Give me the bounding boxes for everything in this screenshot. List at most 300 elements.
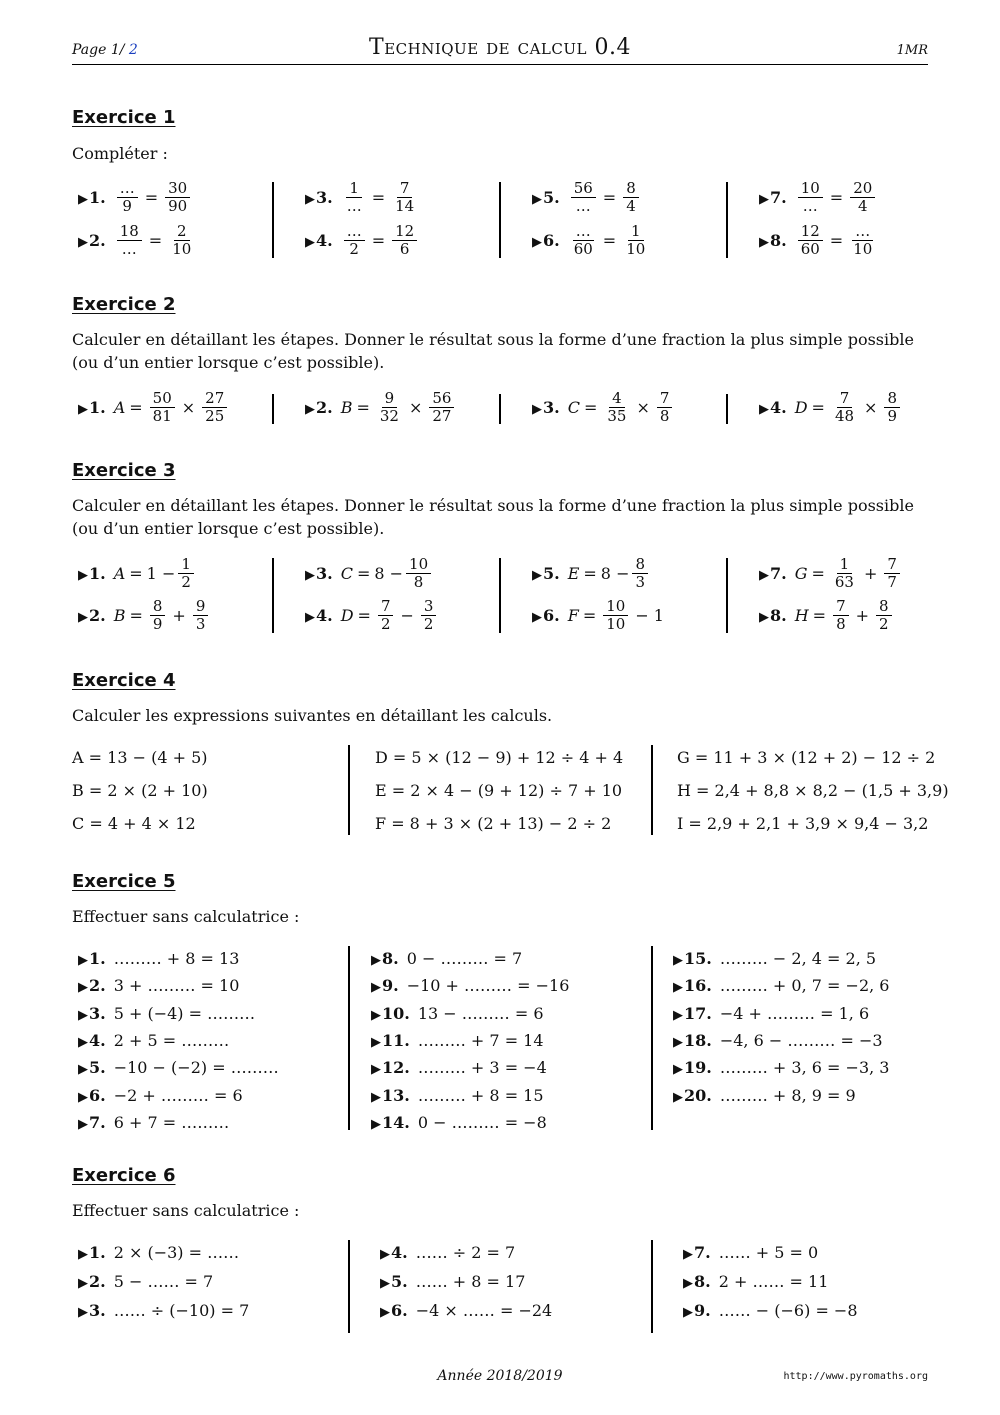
fraction-numerator: 1 (178, 556, 194, 574)
column-separator (726, 558, 728, 633)
exercise-6-item (683, 1243, 818, 1262)
fraction-numerator: 9 (193, 598, 209, 616)
exercise-5-item (371, 1113, 547, 1132)
item-expression: −10 − (−2) = ……… (113, 1058, 279, 1078)
exercise-5-item (673, 1004, 869, 1023)
item-number (759, 231, 787, 250)
item-number (759, 188, 787, 207)
item-number-text: 14. (382, 1112, 410, 1132)
item-number-text: 3. (543, 398, 560, 417)
fraction-denominator: 90 (168, 197, 188, 215)
triangle-bullet-icon: ▶ (78, 1062, 88, 1078)
item-expression: …… ÷ (−10) = 7 (113, 1301, 250, 1320)
item-expression: −4 + ……… = 1, 6 (719, 1003, 870, 1023)
fraction-numerator: 1 (837, 556, 853, 574)
item-number (78, 1004, 106, 1023)
variable-name: A (113, 564, 126, 583)
triangle-bullet-icon: ▶ (78, 568, 88, 583)
fraction-denominator: 7 (887, 573, 897, 591)
fraction-denominator: 32 (379, 407, 399, 425)
item-expression: −2 + ……… = 6 (113, 1085, 243, 1105)
item-number (673, 1058, 712, 1077)
expression-prefix: 8 − (600, 564, 630, 583)
expression-prefix: 1 − (146, 564, 176, 583)
equals-sign: = (357, 606, 371, 625)
triangle-bullet-icon: ▶ (673, 953, 683, 968)
operator: + (855, 606, 870, 625)
item-number-text: 8. (770, 231, 787, 250)
fraction-denominator: 3 (635, 573, 646, 591)
triangle-bullet-icon: ▶ (371, 1116, 381, 1132)
variable-name: C (340, 564, 353, 583)
item-number (371, 1031, 410, 1050)
operator: + (172, 606, 186, 625)
equals-sign: = (129, 564, 143, 583)
expression-prefix: 8 − (374, 564, 404, 583)
triangle-bullet-icon: ▶ (78, 953, 88, 968)
item-expression: …… + 5 = 0 (718, 1243, 819, 1262)
fraction-numerator: … (117, 180, 138, 198)
item-number (371, 1113, 410, 1132)
fraction (344, 223, 365, 258)
exercise-4-expression: C = 4 + 4 × 12 (72, 814, 196, 833)
triangle-bullet-icon: ▶ (371, 980, 381, 996)
exercise-1-item (305, 180, 420, 215)
item-expression: 5 − …… = 7 (113, 1272, 214, 1291)
item-number (673, 976, 712, 995)
fraction-numerator: 3 (421, 598, 437, 616)
fraction-numerator: 10 (406, 556, 431, 574)
page-total-link[interactable]: 2 (128, 42, 138, 58)
variable-name: A (113, 398, 126, 417)
item-number-text: 4. (770, 398, 787, 417)
item-number-text: 5. (543, 188, 560, 207)
exercise-6-item (78, 1243, 239, 1262)
item-number (380, 1301, 408, 1320)
item-number-text: 12. (382, 1058, 410, 1078)
item-expression: ……… + 3, 6 = −3, 3 (719, 1058, 890, 1078)
item-number (371, 976, 399, 995)
item-expression: −4 × …… = −24 (415, 1301, 553, 1320)
equals-sign: = (144, 188, 159, 207)
exercise-4-title: Exercice 4 (72, 670, 176, 691)
item-number (683, 1272, 711, 1291)
fraction (833, 598, 849, 633)
item-number-text: 4. (316, 231, 333, 250)
exercise-5-item (78, 949, 239, 968)
exercise-5-item (78, 1031, 229, 1050)
item-number-text: 3. (89, 1003, 106, 1023)
fraction (421, 598, 437, 633)
fraction (623, 223, 648, 258)
equals-sign: = (148, 231, 163, 250)
fraction-denominator: 6 (399, 240, 410, 258)
item-number-text: 8. (770, 606, 787, 625)
operator: × (636, 398, 650, 417)
exercise-3-instruction: Calculer en détaillant les étapes. Donner le résultat sous la forme d’une fraction la plus simple possible (ou d’un entier lorsque c’est possible). (72, 496, 914, 538)
triangle-bullet-icon: ▶ (371, 1062, 381, 1078)
triangle-bullet-icon: ▶ (305, 610, 315, 625)
fraction-denominator: 48 (834, 407, 855, 425)
exercise-4-expression: H = 2,4 + 8,8 × 8,2 − (1,5 + 3,9) (677, 781, 949, 800)
item-expression: −4, 6 − ……… = −3 (719, 1030, 883, 1050)
equals-sign: = (829, 231, 844, 250)
exercise-5-item (673, 1058, 889, 1077)
fraction-numerator: 7 (397, 180, 413, 198)
triangle-bullet-icon: ▶ (78, 1007, 88, 1023)
exercise-5-item (78, 1113, 229, 1132)
fraction-numerator: 10 (603, 598, 628, 616)
fraction (798, 180, 823, 215)
exercise-5-item (673, 1086, 856, 1105)
fraction-denominator: … (802, 197, 818, 215)
item-number (305, 398, 333, 417)
fraction (604, 390, 629, 425)
fraction-numerator: 27 (202, 390, 227, 408)
item-number-text: 19. (684, 1058, 712, 1078)
exercise-3-item (532, 556, 651, 591)
exercise-3-item (78, 556, 197, 591)
column-separator (499, 394, 501, 424)
expression-suffix: − 1 (635, 606, 664, 625)
exercise-4-expression: B = 2 × (2 + 10) (72, 781, 208, 800)
item-expression: …… ÷ 2 = 7 (415, 1243, 516, 1262)
exercise-1-item (759, 223, 878, 258)
item-expression: ……… + 3 = −4 (417, 1058, 547, 1078)
exercise-6-item (683, 1272, 828, 1291)
fraction-numerator: 30 (165, 180, 190, 198)
triangle-bullet-icon: ▶ (78, 980, 88, 996)
exercise-2-instruction: Calculer en détaillant les étapes. Donner le résultat sous la forme d’une fraction la plus simple possible (ou d’un entier lorsque c’est possible). (72, 330, 914, 372)
triangle-bullet-icon: ▶ (78, 192, 88, 207)
fraction-denominator: 10 (626, 240, 646, 258)
triangle-bullet-icon: ▶ (532, 235, 542, 250)
fraction-numerator: 20 (850, 180, 875, 198)
fraction (571, 180, 596, 215)
item-number (78, 1243, 106, 1262)
exercise-4-expression: E = 2 × 4 − (9 + 12) ÷ 7 + 10 (375, 781, 623, 800)
fraction (884, 390, 900, 425)
item-number-text: 2. (89, 231, 106, 250)
fraction (178, 556, 194, 591)
fraction (392, 223, 417, 258)
exercise-1-item (532, 180, 642, 215)
item-expression: ……… + 8 = 15 (417, 1085, 544, 1105)
item-number (305, 564, 333, 583)
footer-site-link[interactable]: http://www.pyromaths.org (783, 1371, 928, 1382)
fraction-numerator: 7 (837, 390, 853, 408)
exercise-5-item (371, 1004, 544, 1023)
exercise-3-item (532, 598, 668, 633)
item-number-text: 3. (316, 564, 333, 583)
fraction-denominator: 4 (626, 197, 636, 215)
triangle-bullet-icon: ▶ (380, 1305, 390, 1320)
equals-sign: = (129, 606, 143, 625)
equals-sign: = (583, 398, 598, 417)
triangle-bullet-icon: ▶ (683, 1247, 693, 1262)
triangle-bullet-icon: ▶ (78, 1276, 88, 1291)
fraction-denominator: 9 (887, 407, 897, 425)
column-separator (348, 946, 350, 1130)
operator: × (864, 398, 878, 417)
item-number-text: 11. (382, 1030, 410, 1050)
fraction-denominator: 8 (836, 615, 846, 633)
item-number (371, 949, 399, 968)
item-number (78, 976, 106, 995)
exercise-3-title: Exercice 3 (72, 460, 176, 481)
item-number (683, 1301, 711, 1320)
column-separator (499, 182, 501, 258)
equals-sign: = (371, 188, 386, 207)
fraction-denominator: 2 (181, 573, 191, 591)
fraction-numerator: 7 (378, 598, 394, 616)
fraction-denominator: 2 (423, 615, 434, 633)
item-expression: 3 + ……… = 10 (113, 976, 240, 996)
fraction (344, 180, 365, 215)
item-number (305, 188, 333, 207)
item-number-text: 2. (89, 606, 106, 625)
fraction-denominator: 4 (857, 197, 868, 215)
fraction-denominator: 2 (879, 615, 889, 633)
triangle-bullet-icon: ▶ (532, 402, 542, 417)
exercise-5-item (371, 976, 569, 995)
fraction-denominator: … (346, 197, 362, 215)
variable-name: B (113, 606, 126, 625)
item-number-text: 5. (391, 1272, 408, 1291)
item-number (371, 1004, 410, 1023)
fraction-denominator: 10 (853, 240, 873, 258)
fraction-denominator: 35 (607, 407, 627, 425)
item-number-text: 18. (684, 1030, 712, 1050)
triangle-bullet-icon: ▶ (371, 1007, 381, 1023)
item-number-text: 2. (89, 976, 106, 996)
exercise-5-title: Exercice 5 (72, 871, 176, 892)
column-separator (348, 745, 350, 835)
fraction-numerator: 8 (876, 598, 892, 616)
operator: × (408, 398, 423, 417)
fraction (165, 180, 190, 215)
exercise-6-item (78, 1301, 249, 1320)
triangle-bullet-icon: ▶ (78, 610, 88, 625)
item-number (78, 1113, 106, 1132)
exercise-5-item (78, 1058, 279, 1077)
fraction-denominator: 2 (380, 615, 391, 633)
exercise-2-title: Exercice 2 (72, 294, 176, 315)
variable-name: C (567, 398, 580, 417)
exercise-4-expression: I = 2,9 + 2,1 + 3,9 × 9,4 − 3,2 (677, 814, 929, 833)
fraction (377, 390, 402, 425)
triangle-bullet-icon: ▶ (78, 1305, 88, 1320)
operator: + (863, 564, 878, 583)
fraction (406, 556, 431, 591)
item-expression: 2 + …… = 11 (718, 1272, 829, 1291)
exercise-5-item (371, 1058, 547, 1077)
item-number-text: 2. (316, 398, 333, 417)
fraction-numerator: 1 (628, 223, 644, 241)
item-number (532, 398, 560, 417)
exercise-6-item (78, 1272, 213, 1291)
triangle-bullet-icon: ▶ (371, 1089, 381, 1105)
item-number (759, 606, 787, 625)
fraction-numerator: 10 (798, 180, 823, 198)
fraction (117, 223, 142, 258)
equals-sign: = (356, 398, 370, 417)
item-number (532, 231, 560, 250)
triangle-bullet-icon: ▶ (380, 1276, 390, 1291)
item-number (78, 1272, 106, 1291)
page-prefix: Page 1/ (72, 42, 129, 58)
item-number-text: 1. (89, 1243, 106, 1262)
column-separator (726, 394, 728, 424)
column-separator (348, 1240, 350, 1333)
exercise-5-item (78, 1004, 255, 1023)
item-number-text: 1. (89, 564, 106, 583)
item-number-text: 7. (89, 1112, 106, 1132)
item-number-text: 4. (89, 1030, 106, 1050)
fraction (876, 598, 892, 633)
item-expression: −10 + ……… = −16 (406, 976, 570, 996)
fraction-denominator: 3 (195, 615, 206, 633)
fraction (150, 598, 166, 633)
triangle-bullet-icon: ▶ (759, 402, 769, 417)
fraction-numerator: 56 (571, 180, 596, 198)
triangle-bullet-icon: ▶ (78, 1247, 88, 1262)
exercise-3-item (305, 556, 434, 591)
exercise-5-item (673, 1031, 883, 1050)
item-number (78, 398, 106, 417)
fraction-numerator: 50 (150, 390, 175, 408)
item-expression: 2 + 5 = ……… (113, 1030, 230, 1050)
triangle-bullet-icon: ▶ (759, 568, 769, 583)
item-number-text: 7. (770, 188, 787, 207)
item-expression: ……… − 2, 4 = 2, 5 (719, 949, 877, 968)
fraction (202, 390, 227, 425)
exercise-2-item (532, 390, 675, 425)
item-number-text: 8. (382, 949, 399, 968)
fraction-numerator: 12 (392, 223, 417, 241)
item-number-text: 8. (694, 1272, 711, 1291)
item-number (673, 949, 712, 968)
exercise-4-expression: A = 13 − (4 + 5) (72, 748, 208, 767)
triangle-bullet-icon: ▶ (78, 1034, 88, 1050)
triangle-bullet-icon: ▶ (532, 610, 542, 625)
column-separator (651, 1240, 653, 1333)
fraction (117, 180, 138, 215)
exercise-1-item (532, 223, 651, 258)
fraction (623, 180, 639, 215)
item-number-text: 20. (684, 1085, 712, 1105)
exercise-4-expression: G = 11 + 3 × (12 + 2) − 12 ÷ 2 (677, 748, 936, 767)
fraction-denominator: 9 (122, 197, 132, 215)
operator: − (400, 606, 414, 625)
item-number (78, 1301, 106, 1320)
fraction (169, 223, 194, 258)
fraction-numerator: 12 (798, 223, 823, 241)
item-number-text: 17. (684, 1003, 712, 1023)
exercise-1-title: Exercice 1 (72, 107, 176, 128)
exercise-6-instruction: Effectuer sans calculatrice : (72, 1201, 300, 1220)
fraction-numerator: 7 (657, 390, 673, 408)
triangle-bullet-icon: ▶ (683, 1305, 693, 1320)
equals-sign: = (602, 188, 617, 207)
fraction-denominator: 10 (172, 240, 192, 258)
item-number-text: 3. (316, 188, 333, 207)
fraction-denominator: … (575, 197, 591, 215)
item-number (78, 231, 106, 250)
fraction-numerator: 18 (117, 223, 142, 241)
item-number (305, 231, 333, 250)
triangle-bullet-icon: ▶ (78, 235, 88, 250)
exercise-1-item (305, 223, 420, 258)
item-number-text: 2. (89, 1272, 106, 1291)
triangle-bullet-icon: ▶ (78, 402, 88, 417)
exercise-3-item (305, 598, 439, 633)
item-number-text: 6. (543, 231, 560, 250)
fraction-denominator: 60 (573, 240, 593, 258)
triangle-bullet-icon: ▶ (78, 1116, 88, 1132)
item-expression: ……… + 8 = 13 (113, 949, 240, 968)
fraction-denominator: 81 (152, 407, 172, 425)
fraction-denominator: 63 (834, 573, 854, 591)
triangle-bullet-icon: ▶ (673, 980, 683, 996)
fraction-denominator: 25 (205, 407, 225, 425)
variable-name: B (340, 398, 353, 417)
item-number (532, 188, 560, 207)
exercise-5-item (673, 976, 889, 995)
fraction-numerator: 8 (150, 598, 166, 616)
item-number (78, 1031, 106, 1050)
item-number-text: 7. (694, 1243, 711, 1262)
item-number-text: 6. (89, 1085, 106, 1105)
item-number (380, 1243, 408, 1262)
triangle-bullet-icon: ▶ (673, 1062, 683, 1078)
triangle-bullet-icon: ▶ (759, 610, 769, 625)
triangle-bullet-icon: ▶ (380, 1247, 390, 1262)
exercise-2-item (78, 390, 230, 425)
exercise-5-instruction: Effectuer sans calculatrice : (72, 907, 300, 926)
fraction-denominator: … (121, 240, 137, 258)
operator: × (181, 398, 196, 417)
equals-sign: = (811, 564, 825, 583)
variable-name: E (567, 564, 580, 583)
item-number-text: 1. (89, 188, 106, 207)
fraction-numerator: 7 (833, 598, 849, 616)
item-number-text: 6. (391, 1301, 408, 1320)
exercise-5-item (371, 1086, 544, 1105)
item-number-text: 6. (543, 606, 560, 625)
triangle-bullet-icon: ▶ (759, 235, 769, 250)
item-number-text: 1. (89, 949, 106, 968)
fraction-denominator: 60 (800, 240, 820, 258)
variable-name: D (340, 606, 354, 625)
equals-sign: = (829, 188, 844, 207)
fraction-numerator: 8 (632, 556, 648, 574)
triangle-bullet-icon: ▶ (673, 1089, 683, 1105)
exercise-6-item (683, 1301, 858, 1320)
fraction (850, 223, 875, 258)
item-expression: 6 + 7 = ……… (113, 1112, 230, 1132)
item-number-text: 15. (684, 949, 712, 968)
class-label: 1MR (896, 43, 928, 58)
fraction-numerator: 4 (609, 390, 625, 408)
item-expression: ……… + 8, 9 = 9 (719, 1085, 856, 1105)
fraction-numerator: … (344, 223, 365, 241)
item-number-text: 4. (316, 606, 333, 625)
exercise-3-item (759, 598, 895, 633)
exercise-6-title: Exercice 6 (72, 1165, 176, 1186)
exercise-4-expression: D = 5 × (12 − 9) + 12 ÷ 4 + 4 (375, 748, 624, 767)
item-number (532, 564, 560, 583)
